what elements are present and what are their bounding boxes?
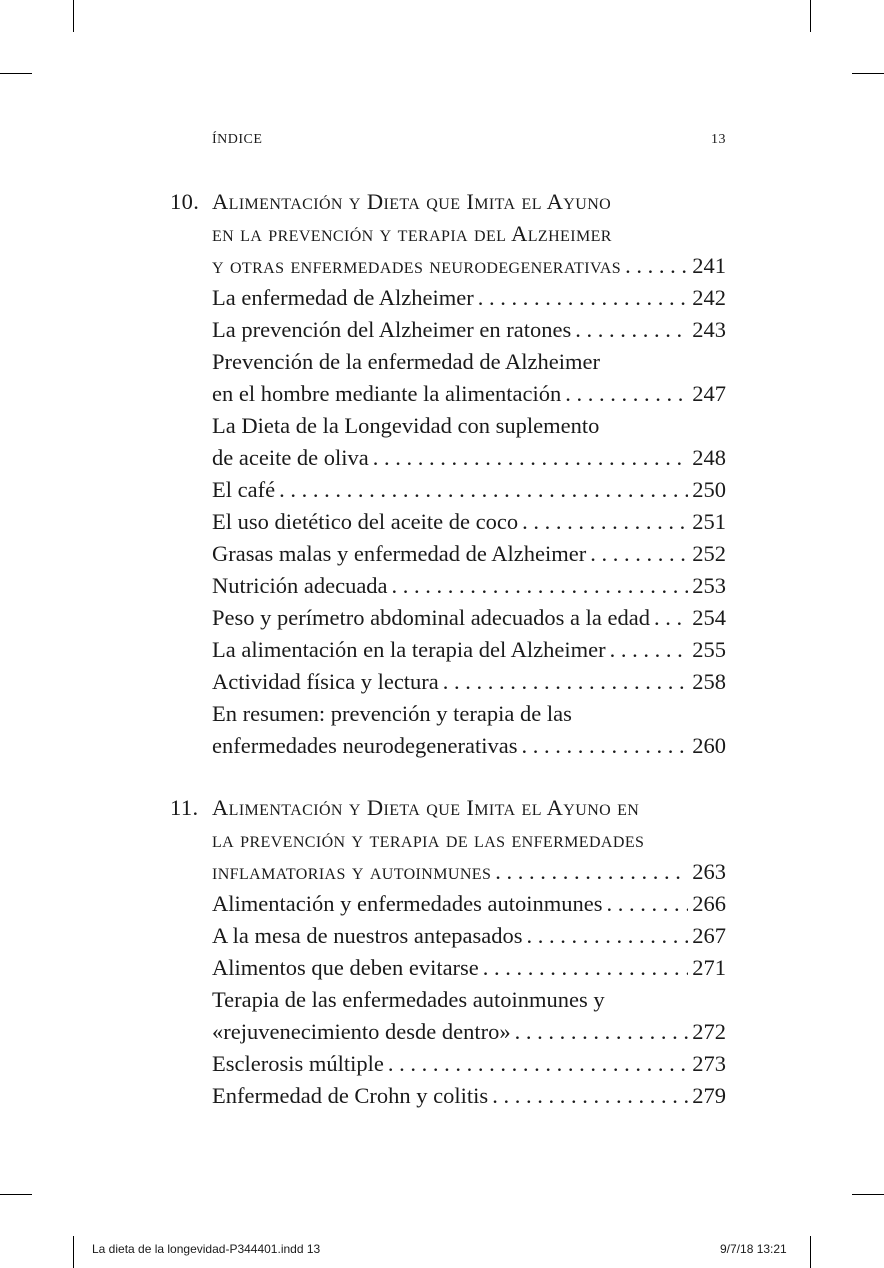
entry-page: 250 bbox=[692, 477, 726, 502]
toc-entry bbox=[170, 730, 726, 762]
leader-row bbox=[212, 314, 726, 346]
dot-leader bbox=[443, 666, 688, 698]
dot-leader bbox=[575, 314, 688, 346]
toc-entry bbox=[170, 888, 726, 920]
entry-page: 243 bbox=[692, 317, 726, 342]
entry-title: Nutrición adecuada bbox=[212, 573, 388, 598]
entry-title: La enfermedad de Alzheimer bbox=[212, 285, 474, 310]
leader-row bbox=[212, 1016, 726, 1048]
dot-leader bbox=[521, 730, 688, 762]
chapter-heading-text: Alimentación y Dieta que Imita el Ayuno bbox=[212, 189, 612, 214]
leader-row bbox=[212, 602, 726, 634]
dot-leader bbox=[654, 602, 688, 634]
toc-entry bbox=[170, 506, 726, 538]
dot-leader bbox=[279, 474, 688, 506]
entry-title: Enfermedad de Crohn y colitis bbox=[212, 1083, 489, 1108]
toc-entry bbox=[170, 1048, 726, 1080]
entry-title: y otras enfermedades neurodegenerativas bbox=[212, 253, 622, 278]
dot-leader bbox=[565, 378, 688, 410]
entry-page: 258 bbox=[692, 669, 726, 694]
toc-entry bbox=[170, 378, 726, 410]
crop-mark bbox=[73, 1236, 74, 1268]
chapter-heading-text: Alimentación y Dieta que Imita el Ayuno en bbox=[212, 795, 640, 820]
leader-row bbox=[212, 730, 726, 762]
toc-entry bbox=[170, 920, 726, 952]
entry-title: enfermedades neurodegenerativas bbox=[212, 733, 518, 758]
entry-page: 273 bbox=[692, 1051, 726, 1076]
entry-page: 247 bbox=[692, 381, 726, 406]
leader-row bbox=[212, 920, 726, 952]
entry-page: 271 bbox=[692, 955, 726, 980]
entry-page: 242 bbox=[692, 285, 726, 310]
crop-mark bbox=[0, 1194, 32, 1195]
chapter-heading-text: la prevención y terapia de las enfermedades bbox=[212, 827, 645, 852]
entry-page: 241 bbox=[692, 253, 726, 278]
toc-entry-line: La Dieta de la Longevidad con suplemento bbox=[212, 413, 600, 438]
toc-entry bbox=[170, 282, 726, 314]
entry-title: Grasas malas y enfermedad de Alzheimer bbox=[212, 541, 587, 566]
entry-page: 251 bbox=[692, 509, 726, 534]
entry-page: 279 bbox=[692, 1083, 726, 1108]
page-number: 13 bbox=[711, 132, 726, 147]
dot-leader bbox=[478, 282, 689, 314]
chapter-heading-line bbox=[170, 218, 726, 250]
toc-entry bbox=[170, 474, 726, 506]
toc-entry bbox=[170, 952, 726, 984]
dot-leader bbox=[515, 1016, 689, 1048]
toc-entry bbox=[170, 442, 726, 474]
entry-title: A la mesa de nuestros antepasados bbox=[212, 923, 523, 948]
toc-entry bbox=[170, 634, 726, 666]
chapter-heading-line bbox=[170, 824, 726, 856]
chapter-heading-line bbox=[170, 792, 726, 824]
entry-title: Esclerosis múltiple bbox=[212, 1051, 384, 1076]
dot-leader bbox=[590, 538, 688, 570]
toc-entry bbox=[170, 666, 726, 698]
leader-row bbox=[212, 282, 726, 314]
chapter-heading-line bbox=[170, 186, 726, 218]
entry-page: 255 bbox=[692, 637, 726, 662]
slug-date: 9/7/18 13:21 bbox=[720, 1242, 787, 1256]
toc-entry-line: Terapia de las enfermedades autoinmunes y bbox=[212, 987, 605, 1012]
leader-row bbox=[212, 888, 726, 920]
entry-page: 263 bbox=[692, 859, 726, 884]
crop-mark bbox=[852, 1194, 884, 1195]
chapter-number: 10. bbox=[170, 189, 200, 214]
dot-leader bbox=[392, 570, 689, 602]
crop-mark bbox=[810, 1236, 811, 1268]
entry-title: en el hombre mediante la alimentación bbox=[212, 381, 562, 406]
toc-entry bbox=[170, 538, 726, 570]
toc-chapter bbox=[170, 792, 726, 1112]
entry-page: 267 bbox=[692, 923, 726, 948]
toc-entry bbox=[170, 602, 726, 634]
dot-leader bbox=[483, 952, 688, 984]
leader-row bbox=[212, 952, 726, 984]
dot-leader bbox=[625, 250, 688, 282]
entry-page: 272 bbox=[692, 1019, 726, 1044]
leader-row bbox=[212, 666, 726, 698]
dot-leader bbox=[388, 1048, 688, 1080]
entry-title: de aceite de oliva bbox=[212, 445, 369, 470]
running-head-title: ÍNDICE bbox=[212, 132, 263, 147]
leader-row bbox=[212, 856, 726, 888]
entry-title: Peso y perímetro abdominal adecuados a la edad bbox=[212, 605, 650, 630]
leader-row bbox=[212, 1080, 726, 1112]
entry-title: Alimentación y enfermedades autoinmunes bbox=[212, 891, 603, 916]
leader-row bbox=[212, 570, 726, 602]
table-of-contents bbox=[170, 186, 726, 1112]
leader-row bbox=[212, 474, 726, 506]
dot-leader bbox=[522, 506, 688, 538]
leader-row bbox=[212, 378, 726, 410]
dot-leader bbox=[607, 888, 689, 920]
toc-entry bbox=[170, 1016, 726, 1048]
entry-page: 266 bbox=[692, 891, 726, 916]
dot-leader bbox=[527, 920, 689, 952]
entry-title: «rejuvenecimiento desde dentro» bbox=[212, 1019, 511, 1044]
chapter-heading-last-line bbox=[170, 856, 726, 888]
crop-mark bbox=[852, 73, 884, 74]
entry-page: 252 bbox=[692, 541, 726, 566]
leader-row bbox=[212, 506, 726, 538]
entry-page: 248 bbox=[692, 445, 726, 470]
toc-entry bbox=[170, 1080, 726, 1112]
entry-page: 260 bbox=[692, 733, 726, 758]
entry-title: Alimentos que deben evitarse bbox=[212, 955, 479, 980]
entry-page: 254 bbox=[692, 605, 726, 630]
crop-mark bbox=[0, 73, 32, 74]
entry-title: La alimentación en la terapia del Alzheimer bbox=[212, 637, 606, 662]
slug-filename: La dieta de la longevidad-P344401.indd 13 bbox=[92, 1242, 321, 1256]
dot-leader bbox=[373, 442, 688, 474]
chapter-heading-text: en la prevención y terapia del Alzheimer bbox=[212, 221, 612, 246]
dot-leader bbox=[610, 634, 689, 666]
toc-entry-line: Prevención de la enfermedad de Alzheimer bbox=[212, 349, 600, 374]
leader-row bbox=[212, 442, 726, 474]
leader-row bbox=[212, 1048, 726, 1080]
dot-leader bbox=[495, 856, 688, 888]
chapter-number: 11. bbox=[170, 795, 199, 820]
chapter-heading-last-line bbox=[170, 250, 726, 282]
leader-row bbox=[212, 538, 726, 570]
entry-title: Actividad física y lectura bbox=[212, 669, 439, 694]
entry-title: El uso dietético del aceite de coco bbox=[212, 509, 519, 534]
toc-entry bbox=[170, 570, 726, 602]
entry-page: 253 bbox=[692, 573, 726, 598]
leader-row bbox=[212, 250, 726, 282]
leader-row bbox=[212, 634, 726, 666]
toc-chapter bbox=[170, 186, 726, 762]
toc-entry-line: En resumen: prevención y terapia de las bbox=[212, 701, 572, 726]
entry-title: El café bbox=[212, 477, 276, 502]
dot-leader bbox=[492, 1080, 688, 1112]
crop-mark bbox=[73, 0, 74, 32]
entry-title: inflamatorias y autoinmunes bbox=[212, 859, 492, 884]
crop-mark bbox=[810, 0, 811, 32]
entry-title: La prevención del Alzheimer en ratones bbox=[212, 317, 572, 342]
toc-entry bbox=[170, 314, 726, 346]
